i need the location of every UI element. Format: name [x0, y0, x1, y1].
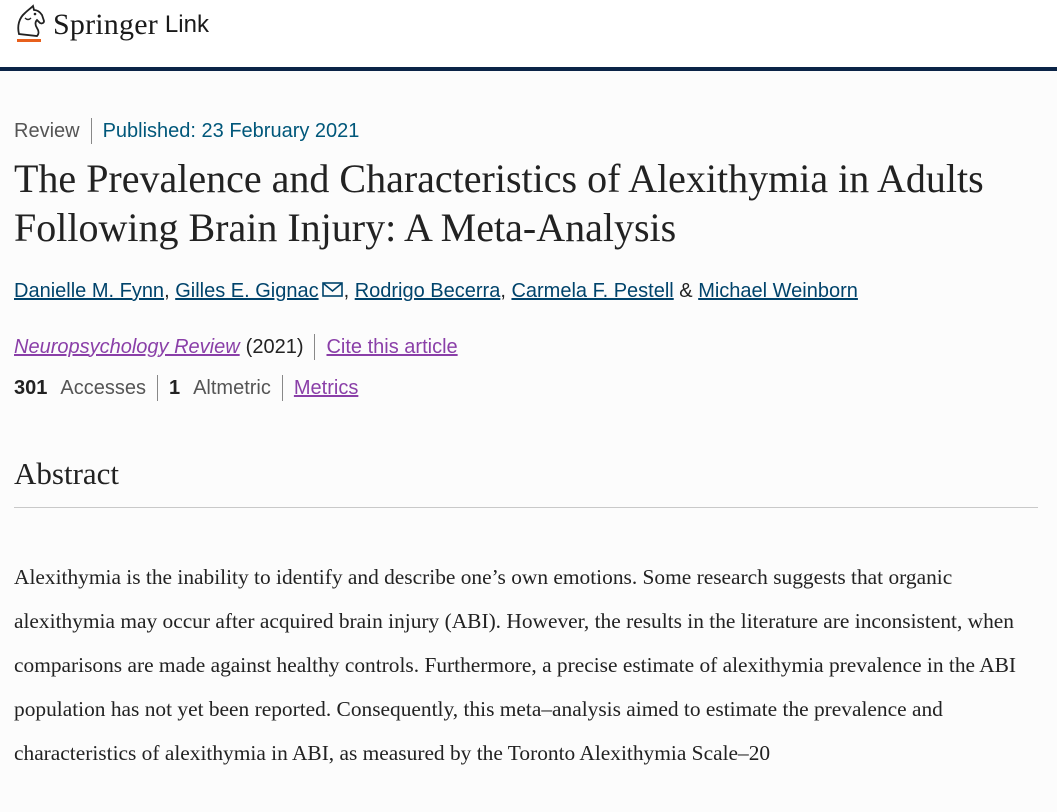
brand-suffix: Link — [164, 11, 209, 38]
published-date: Published: 23 February 2021 — [102, 119, 360, 142]
article-metrics — [14, 375, 358, 401]
cite-article-link[interactable]: Cite this article — [326, 335, 458, 358]
metrics-link[interactable]: Metrics — [293, 376, 359, 399]
altmetric-label: Altmetric — [193, 376, 271, 399]
divider — [91, 118, 92, 144]
author-separator-last: & — [673, 280, 699, 302]
author-list — [14, 280, 858, 305]
article-meta — [14, 118, 359, 144]
abstract-heading: Abstract — [14, 456, 120, 491]
article-type: Review — [14, 119, 80, 142]
accesses-count: 301 — [14, 376, 48, 399]
section-divider — [14, 507, 1038, 508]
journal-link[interactable]: Neuropsychology Review — [14, 335, 240, 358]
divider — [157, 375, 158, 401]
author-link[interactable]: Gilles E. Gignac — [175, 280, 319, 302]
author-link[interactable]: Rodrigo Becerra — [354, 280, 501, 302]
site-header — [0, 0, 1057, 71]
springer-link-logo[interactable] — [13, 4, 209, 46]
author-separator: , — [343, 280, 355, 302]
author-link[interactable]: Danielle M. Fynn — [14, 280, 165, 302]
author-link[interactable]: Michael Weinborn — [698, 280, 858, 302]
abstract-text: Alexithymia is the inability to identify and describe one’s own emotions. Some research suggests that organic alexithymia may occur after acquired brain injury (ABI). However, the results in the literature are inconsistent, when comparisons are made against healthy controls. Furthermore, a precise estimate of alexithymia prevalence in the ABI population has not yet been reported. Consequently, this meta–analysis aimed to estimate the prevalence and characteristics of alexithymia in ABI, as measured by the Toronto Alexithymia Scale–20 — [14, 565, 1017, 765]
author-separator: , — [164, 280, 176, 302]
author-link[interactable]: Carmela F. Pestell — [511, 280, 674, 302]
brand-name: Springer — [53, 8, 158, 41]
journal-year: (2021) — [245, 335, 304, 358]
altmetric-count: 1 — [168, 376, 181, 399]
divider — [282, 375, 283, 401]
email-icon[interactable] — [322, 281, 344, 305]
journal-line — [14, 334, 458, 360]
author-separator: , — [500, 280, 512, 302]
divider — [314, 334, 315, 360]
article-title: The Prevalence and Characteristics of Alexithymia in Adults Following Brain Injury: A Meta-Analysis — [14, 156, 984, 250]
springer-horse-icon — [13, 4, 47, 46]
accesses-label: Accesses — [60, 376, 146, 399]
